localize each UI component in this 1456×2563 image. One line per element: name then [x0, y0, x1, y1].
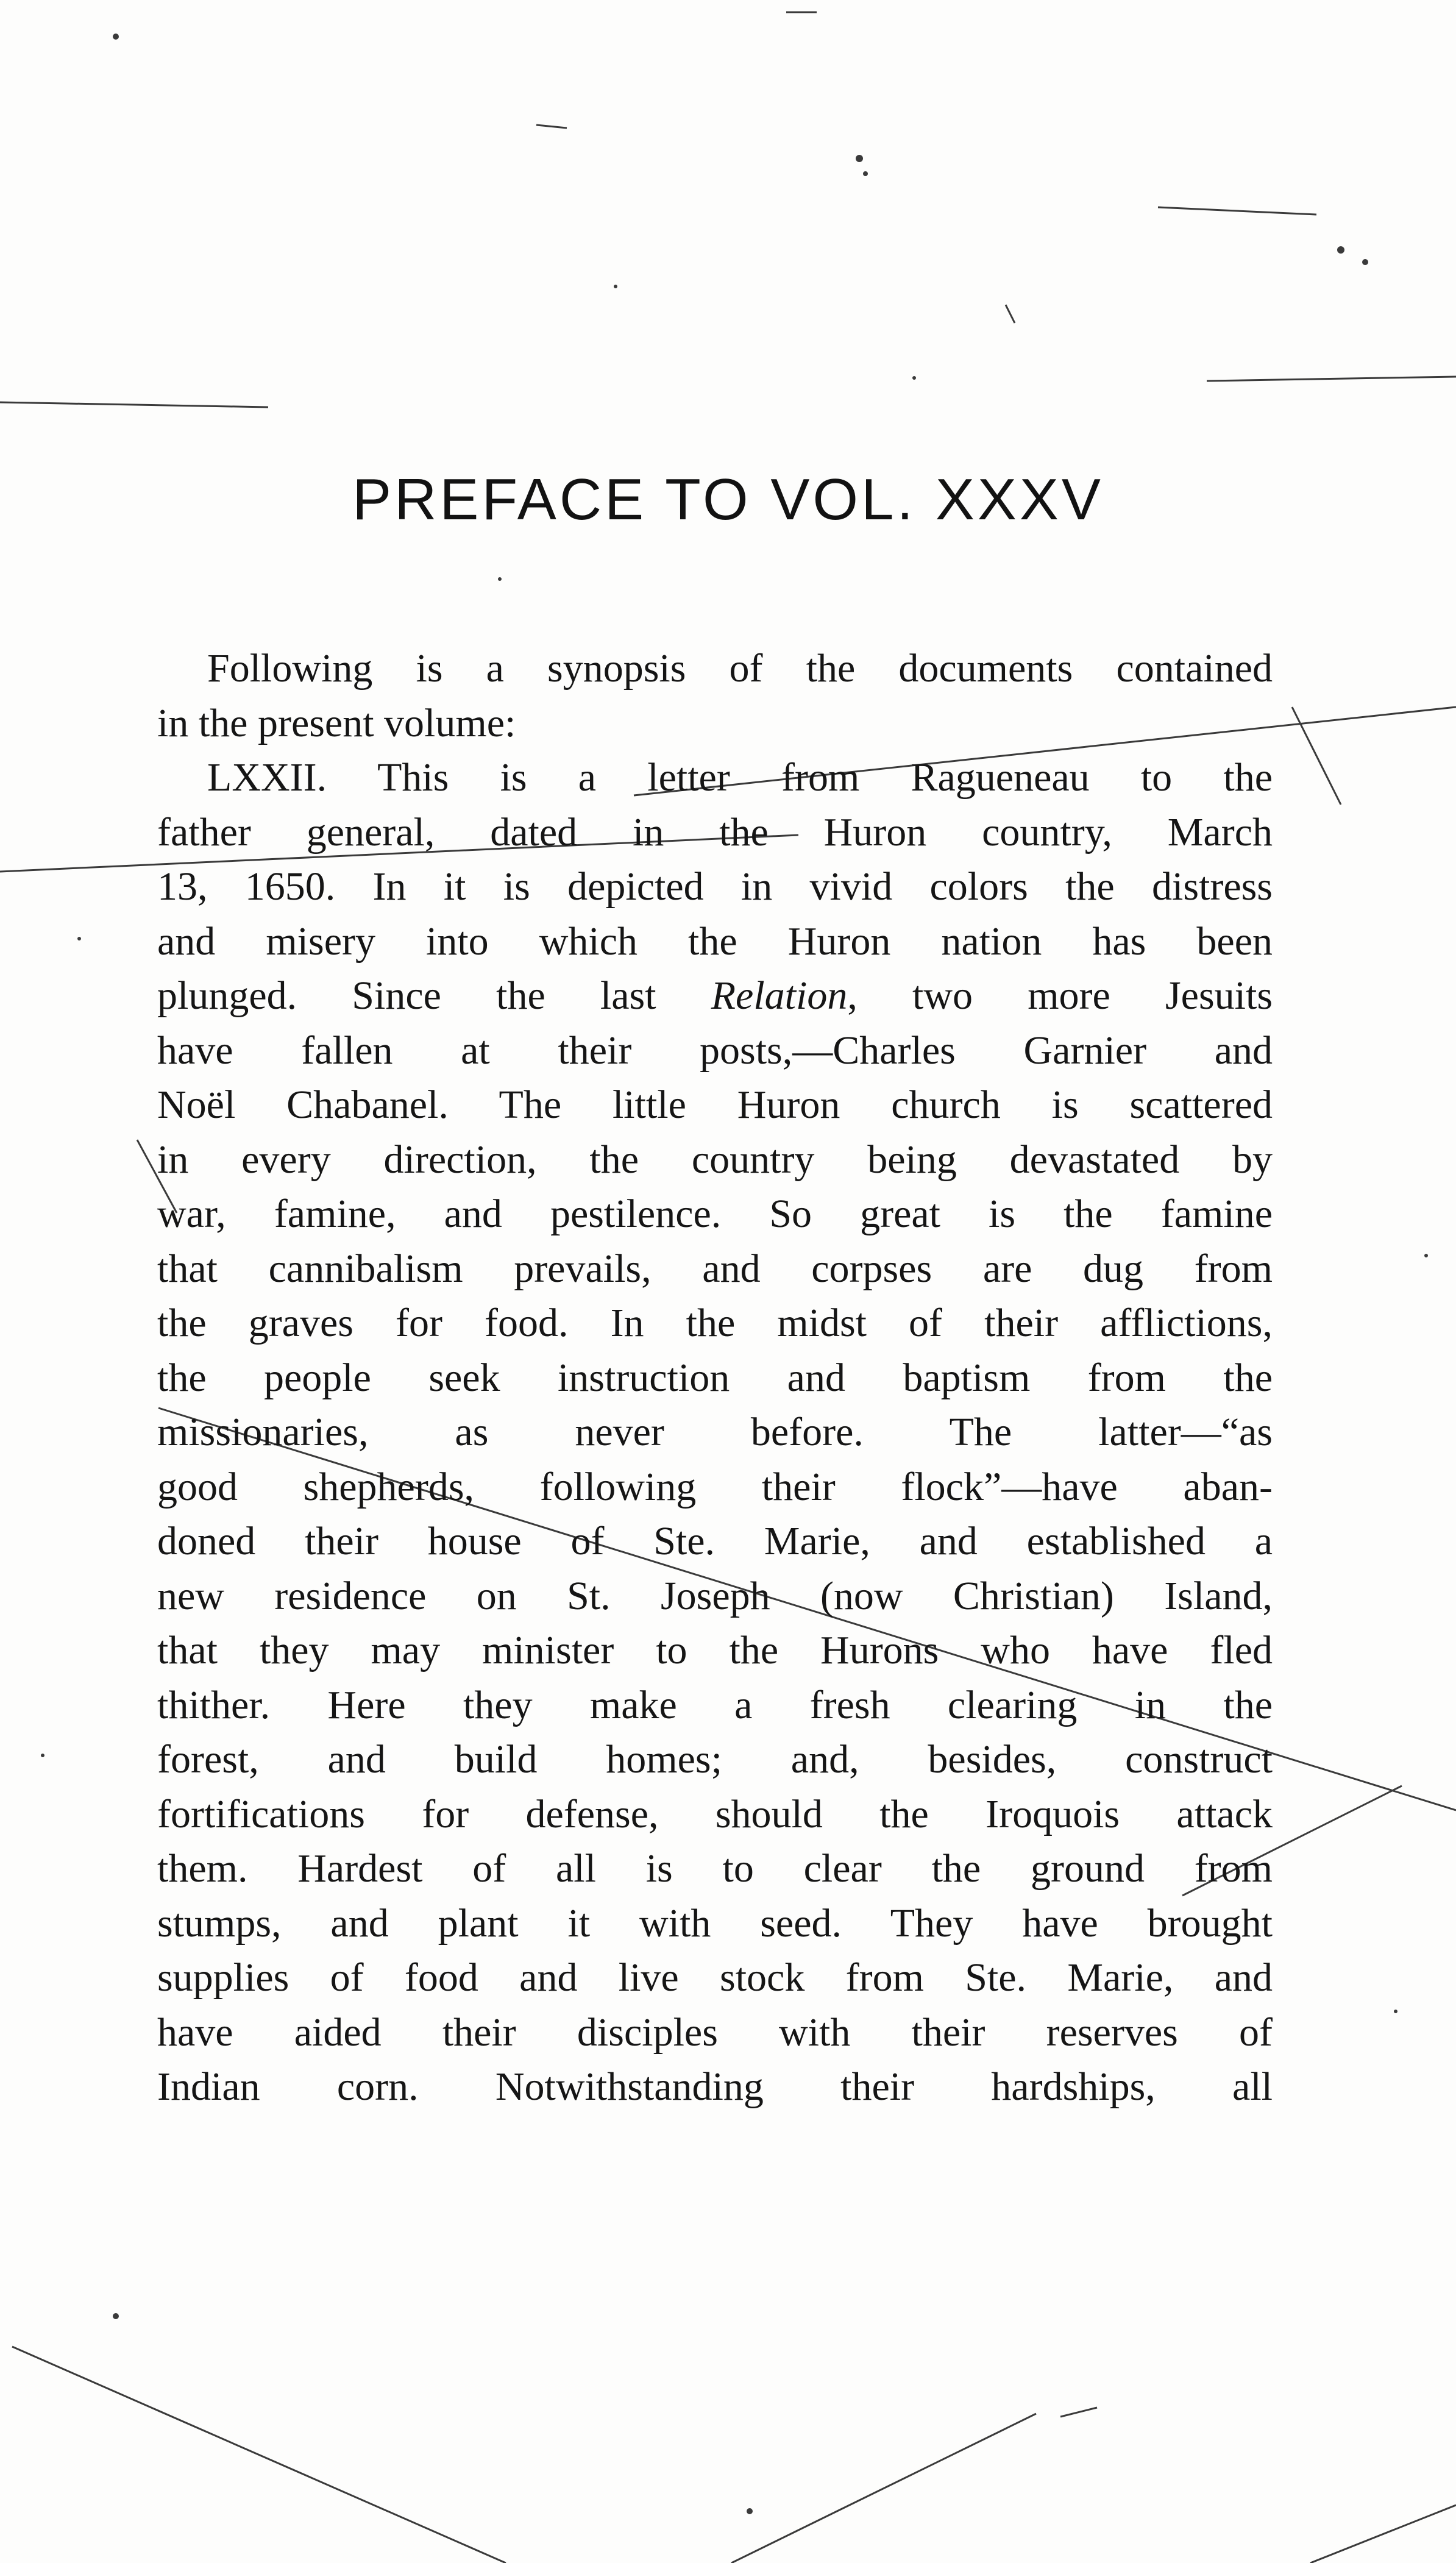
text-line: Noël Chabanel. The little Huron church is scattered — [157, 1082, 1273, 1127]
scan-dash-bottom — [1060, 2408, 1097, 2417]
text-line: the people seek instruction and baptism from the — [157, 1355, 1273, 1400]
scan-line-bottom-left — [12, 2347, 506, 2563]
text-line: have aided their disciples with their reserves of — [157, 2010, 1273, 2055]
text-line: that they may minister to the Hurons who have fled — [157, 1628, 1273, 1673]
text-line: new residence on St. Joseph (now Christian) Island, — [157, 1573, 1273, 1618]
text-line: Indian corn. Notwithstanding their hardships, all — [157, 2064, 1273, 2109]
text-line: war, famine, and pestilence. So great is the famine — [157, 1192, 1273, 1236]
text-line: in every direction, the country being devastated by — [157, 1137, 1273, 1182]
text-line: the graves for food. In the midst of their afflictions, — [157, 1301, 1273, 1345]
text-line: stumps, and plant it with seed. They have brought — [157, 1900, 1273, 1946]
scan-line-top-left — [0, 402, 268, 407]
text-line: good shepherds, following their flock”—have aban- — [157, 1464, 1273, 1509]
text-line: thither. Here they make a fresh clearing in the — [157, 1682, 1273, 1727]
scan-tick-top — [1006, 305, 1015, 323]
text-line: and misery into which the Huron nation has been — [157, 919, 1273, 964]
text-line: LXXII. This is a letter from Ragueneau to the — [207, 755, 1273, 800]
text-line: missionaries, as never before. The latter—“as — [157, 1410, 1273, 1454]
text-line: fortifications for defense, should the Iroquois attack — [157, 1791, 1273, 1836]
text-line: have fallen at their posts,—Charles Garnier and — [157, 1028, 1273, 1073]
text-line: that cannibalism prevails, and corpses are dug from — [157, 1246, 1273, 1291]
text-line: forest, and build homes; and, besides, construct — [157, 1737, 1273, 1782]
text-line: them. Hardest of all is to clear the ground from — [157, 1846, 1273, 1891]
body-text — [157, 641, 1273, 2114]
page-title: PREFACE TO VOL. XXXV — [352, 467, 1104, 532]
text-line: 13, 1650. In it is depicted in vivid colors the distress — [157, 864, 1273, 909]
text-line: supplies of food and live stock from Ste. Marie, and — [157, 1955, 1273, 2000]
scan-line-bottom-right — [1310, 2505, 1456, 2563]
scan-dash-top — [536, 125, 567, 128]
text-line: Following is a synopsis of the documents contained — [207, 646, 1273, 691]
text-line: in the present volume: — [157, 700, 516, 745]
text-line: plunged. Since the last Relation, two more Jesuits — [157, 973, 1273, 1018]
text-line: father general, dated in the Huron country, March — [157, 809, 1273, 855]
italic-relation: Relation — [711, 973, 848, 1018]
strike-diagonal-right — [1292, 707, 1341, 805]
text-line: doned their house of Ste. Marie, and established a — [157, 1519, 1273, 1563]
scan-dash-top-right — [1158, 207, 1316, 215]
scan-line-bottom-center — [731, 2414, 1036, 2563]
scan-line-top-right — [1207, 377, 1456, 381]
